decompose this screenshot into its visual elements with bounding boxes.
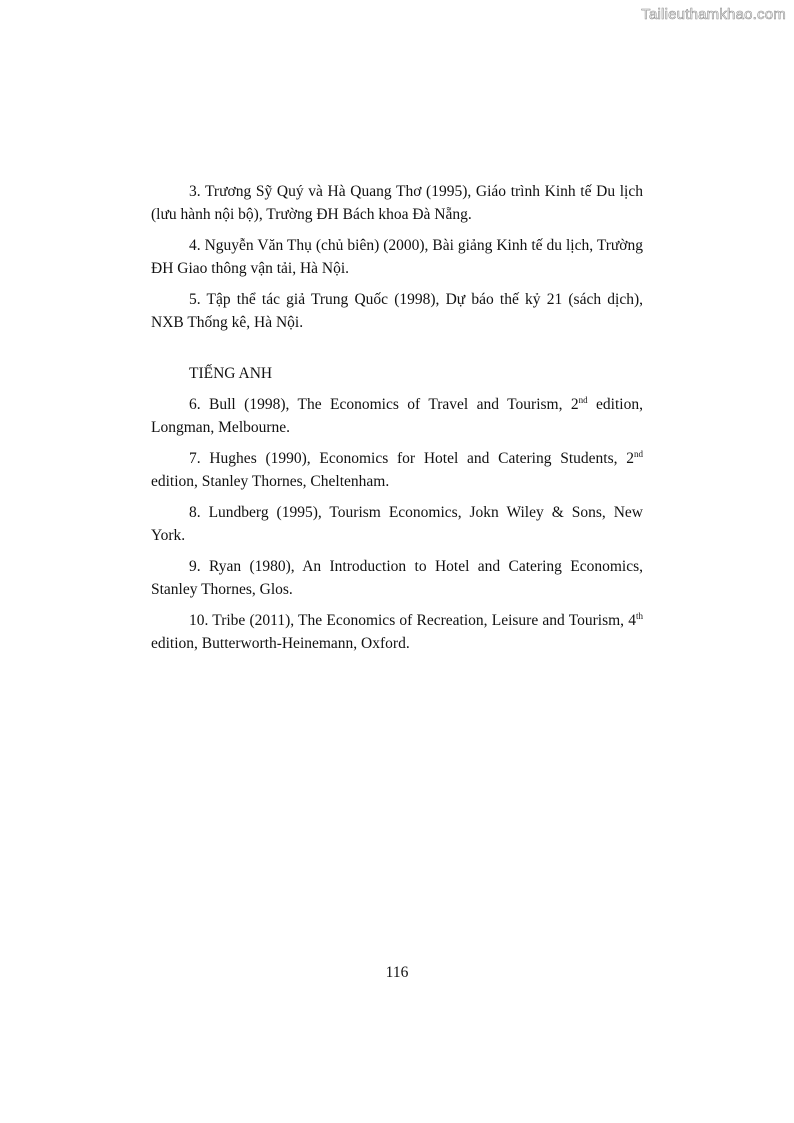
watermark: Tailieuthamkhao.com: [641, 6, 786, 23]
reference-item-3: 3. Trương Sỹ Quý và Hà Quang Thơ (1995), Giáo trình Kinh tế Du lịch (lưu hành nội bộ), Trường ĐH Bách khoa Đà Nẵng.: [151, 183, 643, 223]
reference-text: 9. Ryan (1980), An Introduction to Hotel and Catering Economics, Stanley Thornes, Glos.: [151, 558, 643, 598]
reference-text: 6. Bull (1998), The Economics of Travel and Tourism, 2: [189, 396, 579, 413]
ordinal-suffix: nd: [634, 449, 643, 459]
reference-text: 8. Lundberg (1995), Tourism Economics, Jokn Wiley & Sons, New York.: [151, 504, 643, 544]
reference-text: edition, Butterworth-Heinemann, Oxford.: [151, 635, 410, 652]
page-number: 116: [385, 964, 409, 981]
reference-text: edition, Longman, Melbourne.: [151, 396, 643, 436]
reference-text: 10. Tribe (2011), The Economics of Recreation, Leisure and Tourism, 4: [189, 612, 636, 629]
reference-item-7: [151, 447, 643, 493]
reference-text: 7. Hughes (1990), Economics for Hotel and Catering Students, 2: [189, 450, 634, 467]
reference-item-8: [151, 501, 643, 547]
section-heading-english: TIẾNG ANH: [189, 365, 273, 382]
reference-list: [151, 180, 643, 663]
reference-item-6: [151, 393, 643, 439]
ordinal-suffix: th: [635, 611, 643, 621]
reference-item-4: 4. Nguyễn Văn Thụ (chủ biên) (2000), Bài giảng Kinh tế du lịch, Trường ĐH Giao thông vận tải, Hà Nội.: [151, 237, 643, 277]
reference-item-5: 5. Tập thể tác giả Trung Quốc (1998), Dự báo thế kỷ 21 (sách dịch), NXB Thống kê, Hà Nội.: [151, 291, 643, 331]
ordinal-suffix: nd: [578, 395, 588, 405]
reference-item-10: [151, 609, 643, 655]
reference-text: edition, Stanley Thornes, Cheltenham.: [151, 473, 390, 490]
reference-item-9: [151, 555, 643, 601]
